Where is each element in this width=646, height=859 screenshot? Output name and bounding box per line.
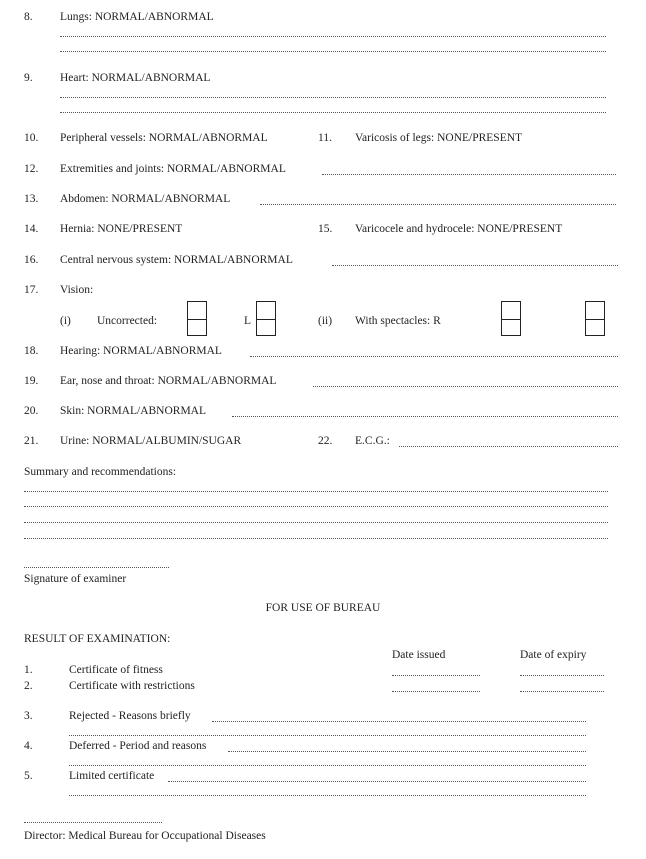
result-3-label: Rejected - Reasons briefly [69, 710, 191, 722]
result-4-label: Deferred - Period and reasons [69, 740, 207, 752]
item-12-number: 12. [24, 163, 39, 175]
item-14-number: 14. [24, 223, 39, 235]
summary-line-4[interactable] [24, 538, 608, 539]
director-signature-line[interactable] [24, 822, 162, 823]
item-15-label: Varicocele and hydrocele: NONE/PRESENT [355, 223, 563, 235]
signature-label: Signature of examiner [24, 573, 127, 585]
item-15-number: 15. [318, 223, 333, 235]
result-2-date-expiry[interactable] [520, 691, 604, 692]
result-4-line-1[interactable] [228, 751, 586, 752]
result-1-date-issued[interactable] [392, 675, 480, 676]
item-8-line-1[interactable] [60, 36, 606, 37]
item-16-line[interactable] [332, 265, 618, 266]
item-10-number: 10. [24, 132, 39, 144]
item-11-label: Varicosis of legs: NONE/PRESENT [355, 132, 523, 144]
result-5-label: Limited certificate [69, 770, 155, 782]
item-10-label: Peripheral vessels: NORMAL/ABNORMAL [60, 132, 268, 144]
result-heading: RESULT OF EXAMINATION: [24, 633, 171, 645]
item-12-line[interactable] [322, 174, 616, 175]
item-9-number: 9. [24, 72, 33, 84]
item-13-line[interactable] [260, 204, 616, 205]
item-8-label: Lungs: NORMAL/ABNORMAL [60, 11, 214, 23]
item-9-line-2[interactable] [60, 112, 606, 113]
bureau-heading: FOR USE OF BUREAU [265, 602, 381, 614]
result-1-label: Certificate of fitness [69, 664, 163, 676]
vision-uncorrected-r-box[interactable] [187, 301, 207, 336]
signature-line[interactable] [24, 567, 169, 568]
summary-label: Summary and recommendations: [24, 466, 177, 478]
item-20-line[interactable] [232, 416, 618, 417]
result-2-date-issued[interactable] [392, 691, 480, 692]
result-3-line-2[interactable] [69, 735, 586, 736]
vision-marker-i: (i) [60, 315, 71, 327]
result-4-number: 4. [24, 740, 33, 752]
date-expiry-label: Date of expiry [520, 649, 587, 661]
item-20-label: Skin: NORMAL/ABNORMAL [60, 405, 207, 417]
result-2-label: Certificate with restrictions [69, 680, 195, 692]
item-21-label: Urine: NORMAL/ALBUMIN/SUGAR [60, 435, 242, 447]
item-21-number: 21. [24, 435, 39, 447]
summary-line-1[interactable] [24, 491, 608, 492]
vision-spectacles-label: With spectacles: R [355, 315, 441, 327]
item-9-label: Heart: NORMAL/ABNORMAL [60, 72, 211, 84]
vision-uncorrected-l-box[interactable] [256, 301, 276, 336]
item-22-line[interactable] [399, 446, 618, 447]
summary-line-3[interactable] [24, 522, 608, 523]
result-1-date-expiry[interactable] [520, 675, 604, 676]
item-20-number: 20. [24, 405, 39, 417]
item-9-line-1[interactable] [60, 97, 606, 98]
item-19-line[interactable] [313, 386, 618, 387]
vision-spectacles-l-box[interactable] [585, 301, 605, 336]
item-8-number: 8. [24, 11, 33, 23]
result-5-line-1[interactable] [168, 781, 586, 782]
item-11-number: 11. [318, 132, 332, 144]
result-3-number: 3. [24, 710, 33, 722]
item-22-label: E.C.G.: [355, 435, 390, 447]
result-2-number: 2. [24, 680, 33, 692]
item-16-number: 16. [24, 254, 39, 266]
date-issued-label: Date issued [392, 649, 446, 661]
result-5-line-2[interactable] [69, 795, 586, 796]
item-14-label: Hernia: NONE/PRESENT [60, 223, 183, 235]
summary-line-2[interactable] [24, 506, 608, 507]
item-18-line[interactable] [250, 356, 618, 357]
vision-marker-ii: (ii) [318, 315, 333, 327]
item-8-line-2[interactable] [60, 51, 606, 52]
item-19-label: Ear, nose and throat: NORMAL/ABNORMAL [60, 375, 277, 387]
item-22-number: 22. [318, 435, 333, 447]
item-18-number: 18. [24, 345, 39, 357]
item-13-label: Abdomen: NORMAL/ABNORMAL [60, 193, 231, 205]
result-1-number: 1. [24, 664, 33, 676]
result-5-number: 5. [24, 770, 33, 782]
item-13-number: 13. [24, 193, 39, 205]
item-19-number: 19. [24, 375, 39, 387]
item-17-number: 17. [24, 284, 39, 296]
item-12-label: Extremities and joints: NORMAL/ABNORMAL [60, 163, 286, 175]
vision-uncorrected-label: Uncorrected: [97, 315, 158, 327]
item-17-label: Vision: [60, 284, 94, 296]
item-18-label: Hearing: NORMAL/ABNORMAL [60, 345, 222, 357]
item-16-label: Central nervous system: NORMAL/ABNORMAL [60, 254, 293, 266]
result-3-line-1[interactable] [212, 721, 586, 722]
director-label: Director: Medical Bureau for Occupational Diseases [24, 830, 266, 842]
result-4-line-2[interactable] [69, 765, 586, 766]
vision-l-label: L [244, 315, 252, 327]
vision-spectacles-r-box[interactable] [501, 301, 521, 336]
